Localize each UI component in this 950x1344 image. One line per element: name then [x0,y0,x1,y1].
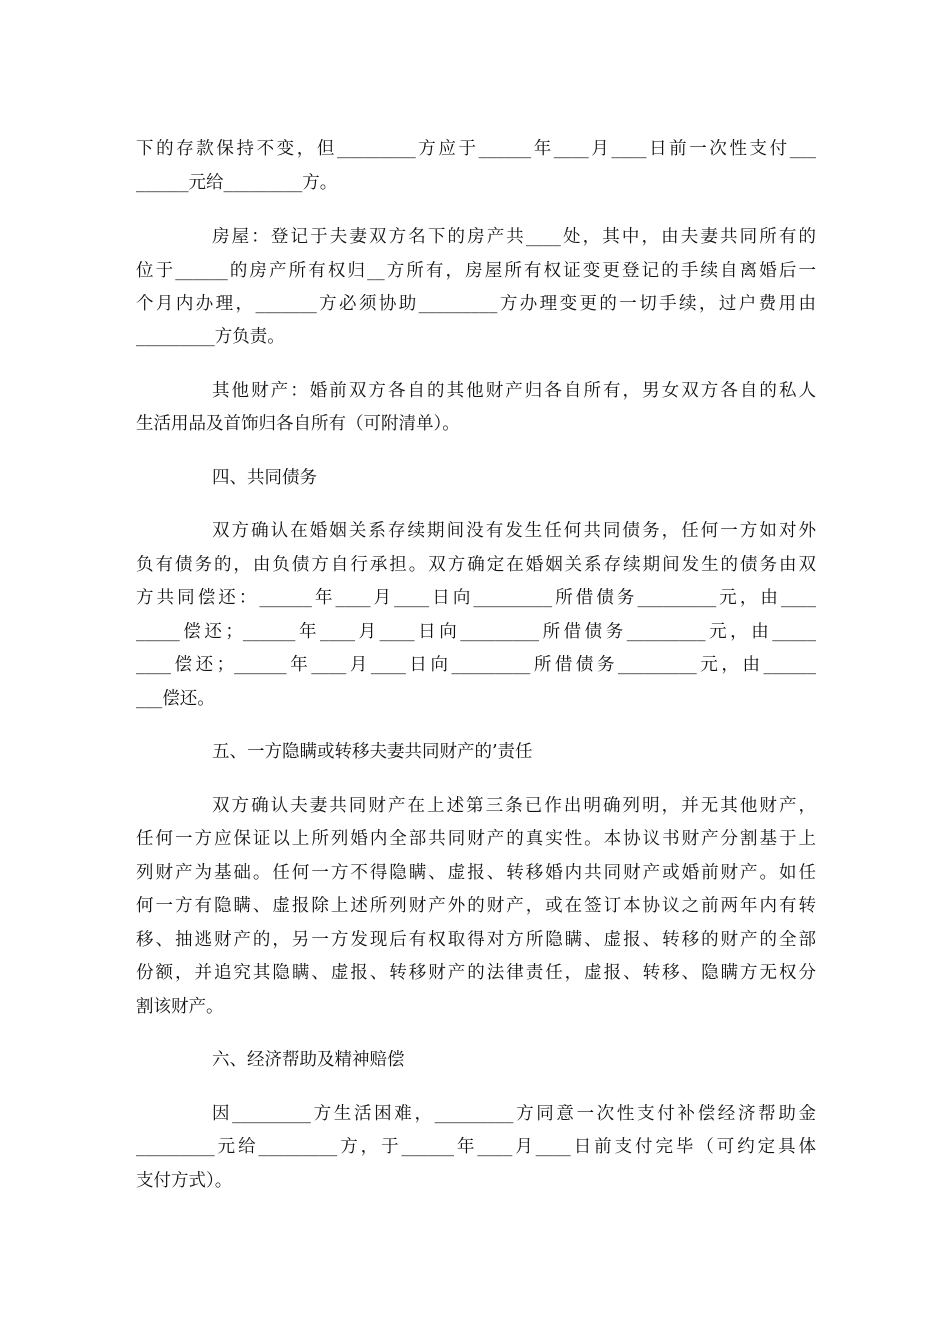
paragraph-house-line-4: _________方负责。 [136,327,285,347]
paragraph-concealment-line-5: 移、抽逃财产的，另一方发现后有权取得对方所隐瞒、虚报、转移的财产的全部 [136,930,816,950]
paragraph-concealment-line-7: 割该财产。 [136,997,224,1017]
paragraph-joint-debt-line-2: 负有债务的，由负债方自行承担。双方确定在婚姻关系存续期间发生的债务由双 [136,555,816,575]
paragraph-concealment-line-6: 份额，并追究其隐瞒、虚报、转移财产的法律责任，虚报、转移、隐瞒方无权分 [136,963,816,983]
paragraph-economic-help-line-1: 因_________方生活困难，_________方同意一次性支付补偿经济帮助金 [212,1104,816,1124]
section-heading-economic-help: 六、经济帮助及精神赔偿 [212,1050,405,1070]
paragraph-other-property-line-2: 生活用品及首饰归各自所有（可附清单）。 [136,414,460,434]
paragraph-concealment-line-2: 任何一方应保证以上所列婚内全部共同财产的真实性。本协议书财产分割基于上 [136,829,816,849]
paragraph-other-property-line-1: 其他财产：婚前双方各自的其他财产归各自所有，男女双方各自的私人 [212,381,816,401]
paragraph-deposit-line-2: ______元给_________方。 [136,173,338,193]
paragraph-joint-debt-line-5: ____偿还；______年____月____日向_________所借债务_________元，由______ [136,655,816,675]
paragraph-house-line-1: 房屋：登记于夫妻双方名下的房产共____处，其中，由夫妻共同所有的 [212,227,816,247]
paragraph-concealment-line-1: 双方确认夫妻共同财产在上述第三条已作出明确列明，并无其他财产， [212,796,816,816]
paragraph-house-line-3: 个月内办理，_______方必须协助_________方办理变更的一切手续，过户费用由 [136,294,816,314]
paragraph-concealment-line-3: 列财产为基础。任何一方不得隐瞒、虚报、转移婚内共同财产或婚前财产。如任 [136,863,816,883]
paragraph-house-line-2: 位于______的房产所有权归__方所有，房屋所有权证变更登记的手续自离婚后一 [136,261,816,281]
paragraph-joint-debt-line-1: 双方确认在婚姻关系存续期间没有发生任何共同债务，任何一方如对外 [212,521,816,541]
paragraph-concealment-line-4: 何一方有隐瞒、虚报除上述所列财产外的财产，或在签订本协议之前两年内有转 [136,896,816,916]
section-heading-concealment: 五、一方隐瞒或转移夫妻共同财产的’责任 [212,742,533,762]
paragraph-joint-debt-line-4: _____偿还；______年____月____日向_________所借债务_________元，由_____ [136,622,816,642]
section-heading-joint-debt: 四、共同债务 [212,468,317,488]
paragraph-economic-help-line-3: 支付方式）。 [136,1171,233,1191]
paragraph-economic-help-line-2: _________元给_________方，于______年____月____日前支付完毕（可约定具体 [136,1137,816,1157]
paragraph-joint-debt-line-3: 方共同偿还：______年____月____日向_________所借债务_________元，由____ [136,588,816,608]
paragraph-joint-debt-line-6: ___偿还。 [136,689,215,709]
paragraph-deposit-line-1: 下的存款保持不变，但_________方应于______年____月____日前一次性支付___ [136,139,816,159]
